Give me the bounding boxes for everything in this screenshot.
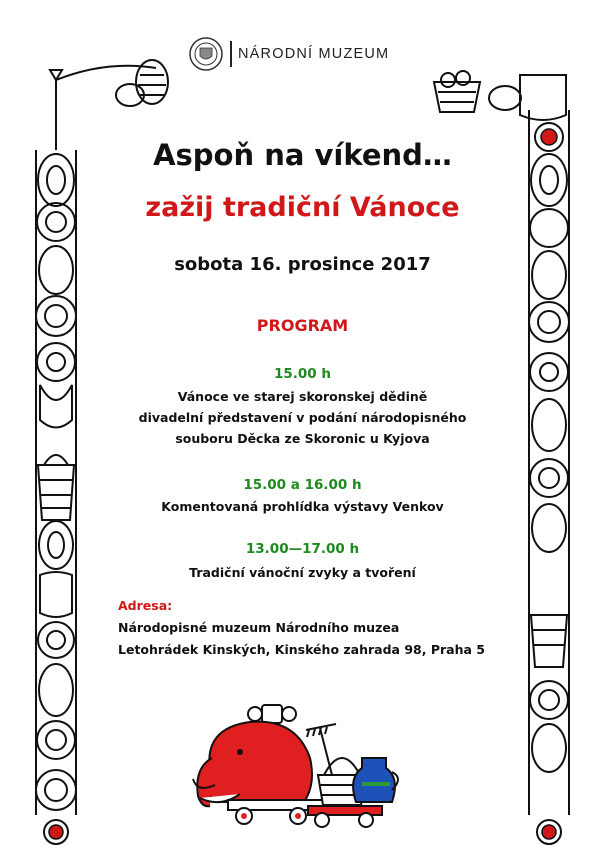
museum-name: NÁRODNÍ MUZEUM — [238, 46, 390, 62]
subheadline: zažij tradiční Vánoce — [145, 192, 460, 223]
event-date: sobota 16. prosince 2017 — [174, 254, 431, 275]
description-line: souboru Děcka ze Skoronic u Kyjova — [175, 431, 430, 446]
description-line: divadelní představení v podání národopisného — [138, 410, 467, 425]
red-elephant-toy-icon — [193, 705, 323, 824]
jug-icon — [353, 758, 398, 802]
description-line: Komentovaná prohlídka výstavy Venkov — [161, 499, 444, 514]
headline: Aspoň na víkend… — [153, 138, 452, 172]
program-item-time: 15.00 h — [273, 366, 331, 382]
description-line: Tradiční vánoční zvyky a tvoření — [189, 565, 416, 580]
program-item-time: 13.00—17.00 h — [245, 541, 360, 557]
description-line: Vánoce ve starej skoronskej dědině — [177, 389, 428, 404]
program-heading: PROGRAM — [256, 316, 349, 335]
address-line: Národopisné muzeum Národního muzea — [118, 620, 400, 635]
program-item-time: 15.00 a 16.00 h — [243, 477, 362, 493]
address-label: Adresa: — [118, 598, 173, 613]
address-line: Letohrádek Kinských, Kinského zahrada 98, Praha 5 — [118, 642, 485, 657]
